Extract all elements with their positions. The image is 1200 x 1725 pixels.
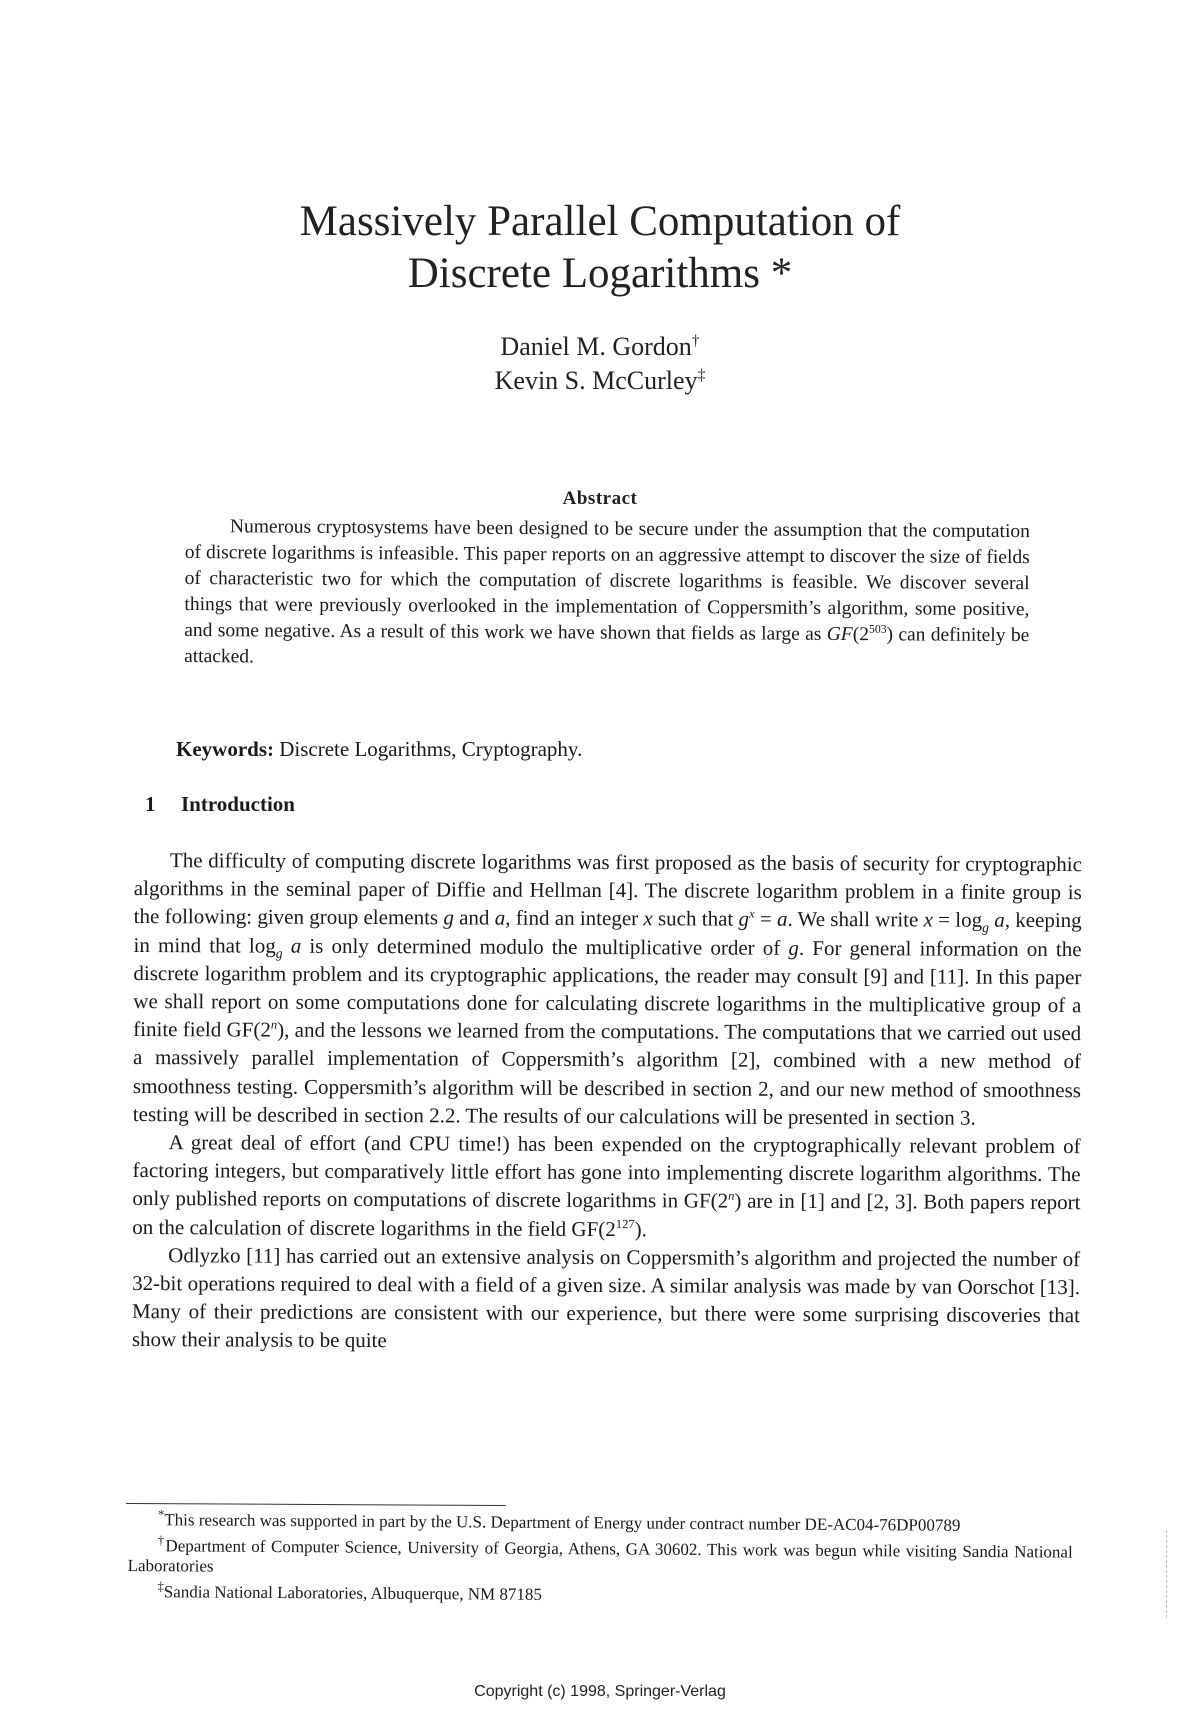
footnote (127, 1533, 1073, 1583)
math-exponent: 127 (615, 1216, 635, 1231)
author-footnote-mark: ‡ (697, 366, 706, 384)
math-exponent: n (270, 1017, 278, 1032)
keywords (176, 737, 582, 762)
math-var: x (923, 907, 934, 932)
footnote-rule (126, 1503, 506, 1506)
scan-artifact (1166, 1530, 1168, 1618)
abstract-text: Numerous cryptosystems have been designed to be secure under the assumption that the computation of discrete logarithms is infeasible. This paper reports on an aggressive attempt to discover the size of fields of characteristic two for which the computation of discrete logarithms is feasible. We discover several things that were previously overlooked in the implementation of Coppersmith’s algorithm, some positive, and some negative. As a result of this work we have shown that fields as large as (184, 516, 1030, 645)
text-run: such that (652, 906, 739, 932)
text-run: = (754, 907, 778, 932)
abstract-heading: Abstract (562, 488, 638, 509)
author-name: Daniel M. Gordon (500, 332, 692, 361)
footnote-mark: * (157, 1507, 165, 1522)
abstract-gf-open: (2 (852, 624, 870, 646)
math-exponent: x (749, 907, 755, 922)
author-footnote-mark: † (691, 332, 700, 350)
text-run: . We shall write (787, 907, 924, 932)
keywords-value: Discrete Logarithms, Cryptography. (274, 737, 583, 761)
text-run: and (453, 905, 495, 930)
math-var: g (738, 907, 750, 932)
text-run: , keeping in mind that log (133, 908, 1082, 958)
math-exponent: n (728, 1189, 735, 1204)
abstract-gf: GF (826, 623, 853, 646)
text-run: , find an integer (505, 906, 644, 931)
author-list (0, 330, 1200, 398)
author (0, 330, 1200, 364)
paper-title (0, 196, 1200, 300)
footnote-mark: † (157, 1533, 166, 1548)
section-title: Introduction (181, 792, 295, 816)
abstract-body (184, 514, 1030, 675)
title-line-2-text: Discrete Logarithms (407, 250, 760, 297)
title-line-2 (0, 248, 1200, 300)
footnote-text: This research was supported in part by the U.S. Department of Energy under contract number DE-AC04-76DP00789 (164, 1510, 961, 1535)
keywords-label: Keywords: (176, 737, 274, 761)
author (0, 364, 1200, 398)
paragraph (132, 1128, 1080, 1245)
footnote (127, 1579, 1072, 1609)
footnote (128, 1507, 1073, 1537)
footnote-mark: ‡ (157, 1579, 164, 1594)
section-number: 1 (145, 792, 156, 816)
math-var: x (643, 906, 653, 931)
footnote-text: Sandia National Laboratories, Albuquerque, NM 87185 (163, 1582, 543, 1604)
math-var: a (988, 908, 1005, 933)
math-var: a (776, 907, 788, 932)
title-footnote-mark: * (770, 250, 793, 297)
math-var: a (494, 905, 506, 931)
math-var: a (282, 933, 302, 958)
text-run: ). (634, 1216, 647, 1241)
abstract-gf-exponent: 503 (868, 622, 887, 636)
text-run: = log (932, 907, 983, 933)
footnotes (127, 1507, 1073, 1615)
math-var: g (788, 935, 799, 960)
text-run: . For general information on the discrete logarithm problem and its cryptographic applications, the reader may consult [9] and [11]. In this paper we shall report on some computations done for calculating discrete logarithms in the multiplicative group of a finite field GF(2 (133, 935, 1082, 1042)
text-run: ) are in [1] and [2, 3]. Both papers report on the calculation of discrete logarithms in the field GF(2 (132, 1189, 1081, 1241)
copyright-notice: Copyright (c) 1998, Springer-Verlag (474, 1683, 726, 1700)
paragraph (133, 846, 1082, 1132)
author-name: Kevin S. McCurley (494, 366, 698, 395)
footnote-text: Department of Computer Science, University of Georgia, Athens, GA 30602. This work was begun while visiting Sandia National Laboratories (127, 1536, 1073, 1576)
body-text (132, 846, 1082, 1358)
text-run: is only determined modulo the multiplicative order of (301, 933, 789, 960)
math-var: g (443, 905, 454, 930)
paragraph: Odlyzko [11] has carried out an extensive analysis on Coppersmith’s algorithm and projected the number of 32-bit operations required to deal with a field of a given size. A similar analysis was made by van Oorschot [13]. Many of their predictions are consistent with our experience, but there were some surprising discoveries that show their analysis to be quite (131, 1242, 1081, 1353)
abstract-text-end: ) can definitely be attacked. (184, 624, 1030, 668)
section-heading (145, 792, 295, 817)
math-subscript: g (982, 920, 989, 936)
title-line-1: Massively Parallel Computation of (299, 198, 901, 245)
math-subscript: g (275, 945, 283, 961)
text-run: The difficulty of computing discrete logarithms was first proposed as the basis of security for cryptographic algorithms in the seminal paper of Diffie and Hellman [4]. The discrete logarithm problem in a finite group is the following: given group elements (133, 848, 1082, 930)
text-run: ), and the lessons we learned from the computations. The computations that we carried out used a massively parallel implementation of Coppersmith’s algorithm [2], combined with a new method of smoothness testing. Coppersmith’s algorithm will be described in section 2, and our new method of smoothness testing will be described in section 2.2. The results of our calculations will be presented in section 3. (132, 1017, 1082, 1130)
text-run: A great deal of effort (and CPU time!) has been expended on the cryptographically relevant problem of factoring integers, but comparatively little effort has gone into implementing discrete logarithm algorithms. The only published reports on computations of discrete logarithms in GF(2 (132, 1130, 1081, 1214)
